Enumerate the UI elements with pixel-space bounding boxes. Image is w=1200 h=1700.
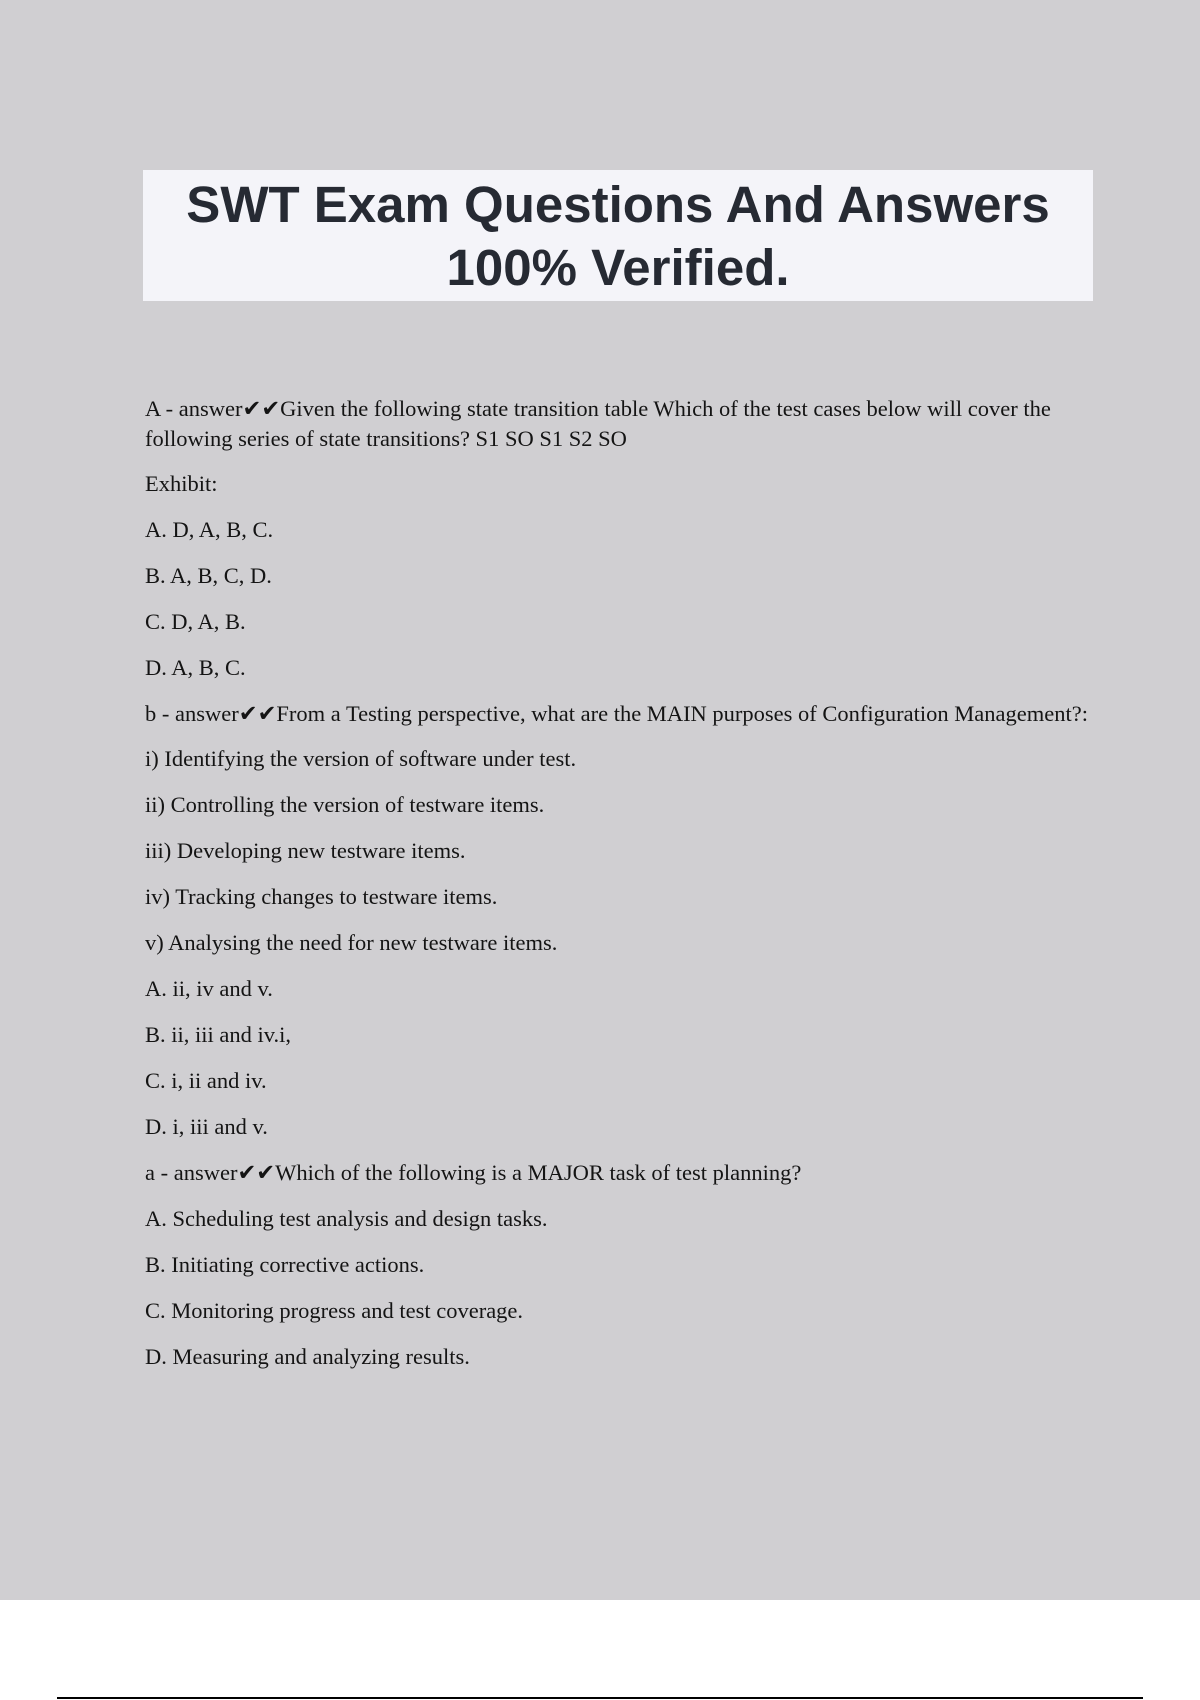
q2-item-iv: iv) Tracking changes to testware items.: [145, 884, 498, 909]
q3-option-a: A. Scheduling test analysis and design tasks.: [145, 1206, 548, 1231]
q2-item-i: i) Identifying the version of software under test.: [145, 746, 577, 771]
q1-option-c: C. D, A, B.: [145, 609, 246, 634]
q3-option-b: B. Initiating corrective actions.: [145, 1252, 425, 1277]
document-body: [145, 394, 1095, 1388]
question-3: a - answer✔✔Which of the following is a MAJOR task of test planning?: [145, 1160, 802, 1185]
footer-divider: [57, 1697, 1143, 1699]
q1-option-b: B. A, B, C, D.: [145, 563, 272, 588]
question-1: A - answer✔✔Given the following state transition table Which of the test cases below will cover the following series of state transitions? S1 SO S1 S2 SO: [145, 396, 1051, 451]
q3-option-d: D. Measuring and analyzing results.: [145, 1344, 470, 1369]
q2-item-ii: ii) Controlling the version of testware items.: [145, 792, 545, 817]
q2-option-c: C. i, ii and iv.: [145, 1068, 267, 1093]
q1-option-d: D. A, B, C.: [145, 655, 246, 680]
q3-option-c: C. Monitoring progress and test coverage.: [145, 1298, 524, 1323]
title-line-2: 100% Verified.: [446, 238, 790, 296]
title-line-1: SWT Exam Questions And Answers: [186, 175, 1050, 233]
exhibit-label: Exhibit:: [145, 471, 218, 496]
q1-option-a: A. D, A, B, C.: [145, 517, 274, 542]
q2-option-b: B. ii, iii and iv.i,: [145, 1022, 292, 1047]
q2-option-a: A. ii, iv and v.: [145, 976, 273, 1001]
q2-item-v: v) Analysing the need for new testware items.: [145, 930, 558, 955]
q2-item-iii: iii) Developing new testware items.: [145, 838, 466, 863]
question-2: b - answer✔✔From a Testing perspective, what are the MAIN purposes of Configuration Management?:: [145, 701, 1088, 726]
title-banner: [143, 170, 1093, 301]
q2-option-d: D. i, iii and v.: [145, 1114, 268, 1139]
